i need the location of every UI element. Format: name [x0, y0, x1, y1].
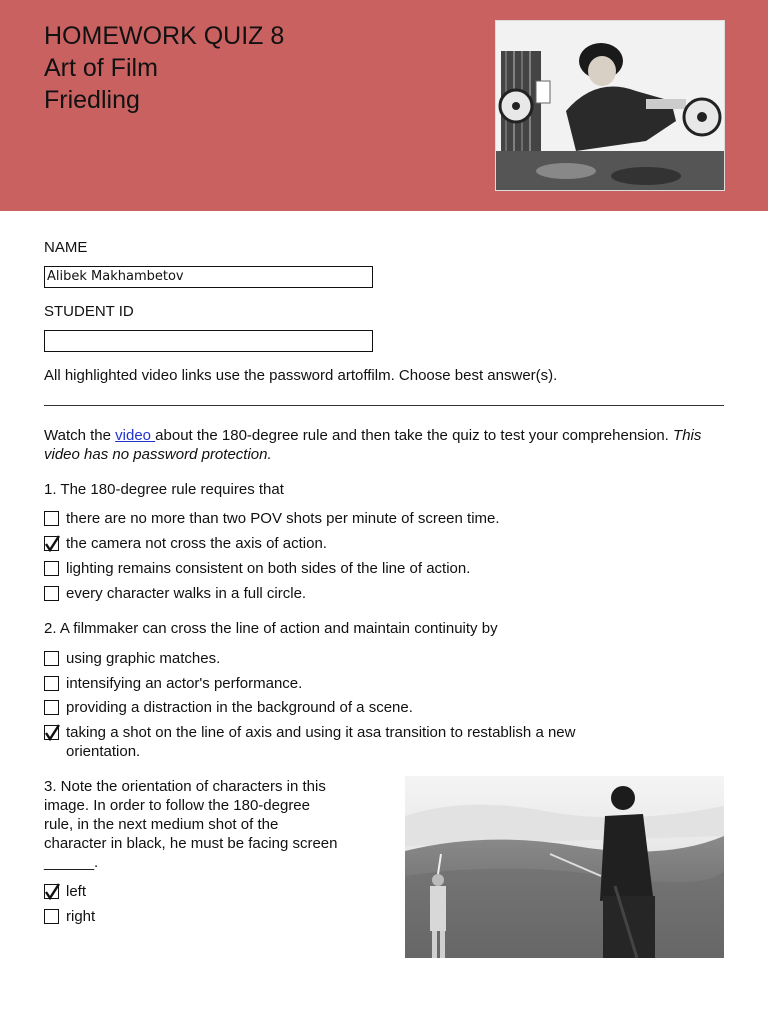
q3-line: image. In order to follow the 180-degree — [44, 797, 310, 814]
checkbox[interactable] — [44, 909, 59, 924]
question-1-prompt: 1. The 180-degree rule requires that — [44, 481, 284, 498]
q1-option[interactable] — [44, 584, 626, 603]
q1-option[interactable] — [44, 559, 626, 578]
student-id-field[interactable] — [44, 330, 373, 352]
student-id-label: STUDENT ID — [44, 303, 134, 320]
q2-option[interactable] — [44, 649, 626, 668]
q3-line: rule, in the next medium shot of the — [44, 816, 279, 833]
watch-prefix: Watch the — [44, 427, 116, 444]
watch-paragraph — [44, 426, 734, 464]
check-icon — [46, 725, 59, 739]
q3-line: 3. Note the orientation of characters in this — [44, 778, 326, 795]
question-3-prompt — [44, 777, 374, 872]
watch-note-1: This — [673, 427, 702, 444]
watch-note-2: video has no password protection. — [44, 446, 272, 463]
checkbox-checked[interactable] — [44, 884, 59, 899]
q2-option[interactable] — [44, 698, 626, 717]
checkbox[interactable] — [44, 700, 59, 715]
course-title: Art of Film — [44, 54, 158, 82]
option-label: lighting remains consistent on both sides of the line of action. — [66, 560, 471, 577]
watch-suffix: about the 180-degree rule and then take the quiz to test your comprehension. — [155, 427, 674, 444]
option-label: providing a distraction in the background of a scene. — [66, 699, 413, 716]
option-label: intensifying an actor's performance. — [66, 675, 303, 692]
option-label: every character walks in a full circle. — [66, 585, 307, 602]
option-label: taking a shot on the line of axis and using it asa transition to restablish a new orientation. — [66, 724, 576, 760]
checkbox[interactable] — [44, 511, 59, 526]
quiz-title: HOMEWORK QUIZ 8 — [44, 22, 285, 50]
checkbox-checked[interactable] — [44, 725, 59, 740]
q1-option[interactable] — [44, 534, 626, 553]
film-editor-photo — [495, 20, 725, 191]
check-icon — [46, 536, 59, 550]
divider — [44, 405, 724, 406]
checkbox[interactable] — [44, 651, 59, 666]
samurai-film-still — [405, 776, 724, 958]
option-label: using graphic matches. — [66, 650, 221, 667]
option-label: the camera not cross the axis of action. — [66, 535, 327, 552]
q2-option[interactable] — [44, 674, 626, 693]
name-field[interactable]: Alibek Makhambetov — [44, 266, 373, 288]
check-icon — [46, 884, 59, 898]
q1-option[interactable] — [44, 509, 626, 528]
header-banner — [0, 0, 768, 211]
option-label: right — [66, 908, 96, 925]
q3-line: ______. — [44, 854, 99, 871]
option-label: there are no more than two POV shots per minute of screen time. — [66, 510, 500, 527]
q2-option[interactable] — [44, 723, 606, 761]
checkbox[interactable] — [44, 586, 59, 601]
q3-line: character in black, he must be facing screen — [44, 835, 338, 852]
checkbox-checked[interactable] — [44, 536, 59, 551]
checkbox[interactable] — [44, 561, 59, 576]
checkbox[interactable] — [44, 676, 59, 691]
question-2-prompt: 2. A filmmaker can cross the line of action and maintain continuity by — [44, 620, 498, 637]
video-link[interactable]: video — [115, 427, 156, 444]
option-label: left — [66, 883, 87, 900]
name-label: NAME — [44, 239, 88, 256]
instructor-name: Friedling — [44, 86, 140, 114]
instructions-text: All highlighted video links use the password artoffilm. Choose best answer(s). — [44, 367, 558, 384]
